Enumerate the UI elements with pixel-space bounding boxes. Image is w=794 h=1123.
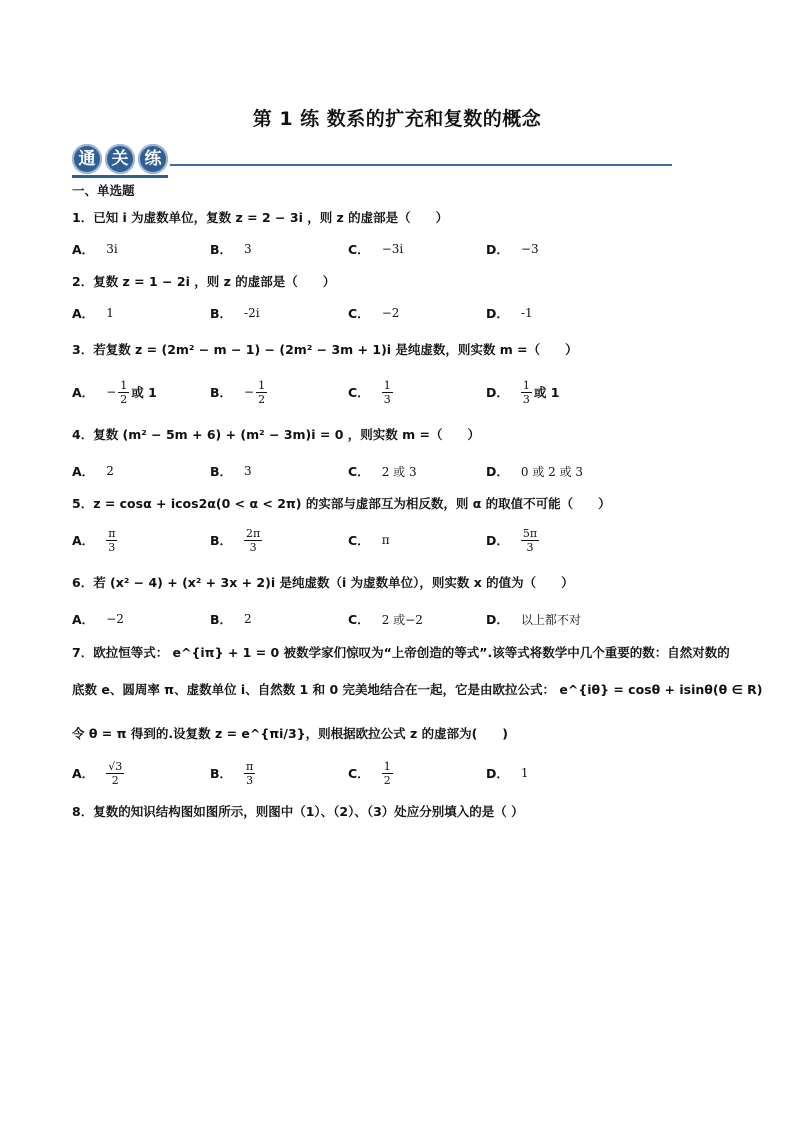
option-label: A． — [72, 533, 95, 548]
badge-underline — [72, 175, 168, 178]
option-value: −2 — [381, 306, 400, 320]
fraction-numerator: π — [246, 759, 254, 773]
header-rule — [170, 164, 672, 166]
q3-option-a — [72, 377, 157, 407]
question-5: 5．z = cosα + icos2α(0 < α < 2π) 的实部与虚部互为相反数，则 α 的取值不可能（ ） — [72, 496, 611, 511]
option-value: −3i — [381, 242, 404, 256]
fraction-denominator: 2 — [111, 773, 119, 787]
option-value: 2 或−2 — [381, 612, 423, 627]
option-value — [244, 379, 267, 406]
question-6: 6．若 (x² − 4) + (x² + 3x + 2)i 是纯虚数（i 为虚数单位），则实数 x 的值为（ ） — [72, 575, 574, 590]
q7-option-b — [210, 758, 255, 788]
option-label: C． — [348, 464, 370, 479]
fraction — [382, 760, 393, 787]
option-value: 2 — [106, 464, 114, 478]
fraction-denominator: 2 — [258, 392, 266, 406]
option-value: 2 — [244, 612, 252, 626]
q6-option-b — [210, 604, 252, 634]
badge-char-1: 通 — [72, 144, 102, 174]
fraction-numerator: 1 — [258, 378, 266, 392]
fraction-denominator: 3 — [108, 540, 116, 554]
option-value: -2i — [244, 306, 260, 320]
option-label: C． — [348, 766, 370, 781]
fraction — [244, 527, 262, 554]
option-label: A． — [72, 612, 95, 627]
fraction-denominator: 3 — [249, 540, 257, 554]
option-value: 0 或 2 或 3 — [520, 464, 584, 479]
option-value — [106, 760, 124, 787]
q2-option-b — [210, 298, 260, 328]
minus-sign: − — [244, 385, 255, 399]
option-label: B． — [210, 306, 233, 321]
q3-option-b — [210, 377, 267, 407]
option-value — [244, 527, 262, 554]
fraction-numerator: 1 — [522, 378, 530, 392]
option-value — [382, 760, 393, 787]
q2-option-c — [348, 298, 399, 328]
fraction-denominator: 2 — [383, 773, 391, 787]
option-value: 3 — [244, 464, 252, 478]
option-label: D． — [486, 385, 509, 400]
option-label: B． — [210, 385, 233, 400]
option-label: D． — [486, 306, 509, 321]
section-badge — [72, 144, 171, 174]
option-value — [521, 527, 539, 554]
option-label: A． — [72, 766, 95, 781]
q4-option-a — [72, 456, 114, 486]
q1-option-c — [348, 234, 403, 264]
q2-option-a — [72, 298, 114, 328]
q6-option-c — [348, 604, 423, 634]
question-4: 4．复数 (m² − 5m + 6) + (m² − 3m)i = 0 ，则实数 m =（ ） — [72, 427, 480, 442]
option-value: 以上都不对 — [520, 612, 581, 627]
q1-option-d — [486, 234, 539, 264]
question-7-line-3: 令 θ = π 得到的.设复数 z = e^{πi/3}，则根据欧拉公式 z 的虚部为( ) — [72, 726, 508, 741]
q5-option-c — [348, 525, 390, 555]
fraction — [521, 379, 532, 406]
fraction — [521, 527, 539, 554]
option-label: D． — [486, 612, 509, 627]
fraction-numerator: 1 — [383, 378, 391, 392]
fraction-numerator: π — [108, 526, 116, 540]
option-value — [106, 527, 117, 554]
option-value: 3 — [244, 242, 252, 256]
option-value — [106, 379, 129, 406]
option-label: C． — [348, 612, 370, 627]
fraction — [244, 760, 255, 787]
option-label: B． — [210, 612, 233, 627]
q5-option-b — [210, 525, 262, 555]
option-value — [244, 760, 255, 787]
fraction-denominator: 2 — [120, 392, 128, 406]
option-label: C． — [348, 385, 370, 400]
fraction-numerator: 1 — [383, 759, 391, 773]
q5-option-a — [72, 525, 117, 555]
option-label: C． — [348, 533, 370, 548]
option-value: π — [381, 533, 390, 547]
q7-option-d — [486, 758, 529, 788]
q7-option-a — [72, 758, 124, 788]
option-value: −2 — [106, 612, 124, 626]
q5-option-d — [486, 525, 539, 555]
q4-option-c — [348, 456, 417, 486]
minus-sign: − — [106, 385, 117, 399]
option-value — [521, 379, 532, 406]
q6-option-d — [486, 604, 581, 634]
option-suffix: 或 1 — [533, 385, 560, 400]
fraction — [106, 760, 124, 787]
q1-option-b — [210, 234, 252, 264]
option-label: B． — [210, 533, 233, 548]
fraction-denominator: 3 — [526, 540, 534, 554]
option-label: D． — [486, 533, 509, 548]
q1-option-a — [72, 234, 118, 264]
fraction-numerator: √3 — [108, 759, 123, 773]
option-label: C． — [348, 306, 370, 321]
badge-char-3: 练 — [138, 144, 168, 174]
fraction-denominator: 3 — [246, 773, 254, 787]
fraction — [256, 379, 267, 406]
q4-option-d — [486, 456, 583, 486]
q6-option-a — [72, 604, 124, 634]
fraction-denominator: 3 — [383, 392, 391, 406]
section-heading: 一、单选题 — [72, 183, 135, 198]
fraction-denominator: 3 — [522, 392, 530, 406]
fraction — [106, 527, 117, 554]
q7-option-c — [348, 758, 393, 788]
q3-option-c — [348, 377, 393, 407]
fraction-numerator: 5π — [522, 526, 538, 540]
question-8: 8．复数的知识结构图如图所示，则图中（1）、（2）、（3）处应分别填入的是（ ） — [72, 804, 524, 819]
option-label: A． — [72, 464, 95, 479]
question-1: 1．已知 i 为虚数单位，复数 z = 2 − 3i ，则 z 的虚部是（ ） — [72, 210, 449, 225]
page-title: 第 1 练 数系的扩充和复数的概念 — [252, 108, 542, 130]
option-label: B． — [210, 766, 233, 781]
option-label: D． — [486, 242, 509, 257]
option-value: -1 — [520, 306, 533, 320]
fraction-numerator: 1 — [120, 378, 128, 392]
option-value: 2 或 3 — [381, 464, 417, 479]
option-value: −3 — [520, 242, 539, 256]
option-value: 3i — [106, 242, 118, 256]
q4-option-b — [210, 456, 252, 486]
question-2: 2．复数 z = 1 − 2i ，则 z 的虚部是（ ） — [72, 274, 336, 289]
option-value — [382, 379, 393, 406]
option-label: A． — [72, 385, 95, 400]
option-label: D． — [486, 766, 509, 781]
option-suffix: 或 1 — [131, 385, 157, 400]
option-value: 1 — [520, 766, 529, 780]
fraction-numerator: 2π — [246, 526, 261, 540]
question-7-line-1: 7．欧拉恒等式： e^{iπ} + 1 = 0 被数学家们惊叹为“上帝创造的等式”.该等式将数学中几个重要的数：自然对数的 — [72, 645, 730, 660]
badge-char-2: 关 — [105, 144, 135, 174]
option-label: B． — [210, 464, 233, 479]
option-label: A． — [72, 306, 95, 321]
q3-option-d — [486, 377, 559, 407]
option-label: A． — [72, 242, 95, 257]
option-label: B． — [210, 242, 233, 257]
option-label: D． — [486, 464, 509, 479]
fraction — [118, 379, 129, 406]
fraction — [382, 379, 393, 406]
option-value: 1 — [106, 306, 114, 320]
question-3: 3．若复数 z = (2m² − m − 1) − (2m² − 3m + 1)i 是纯虚数，则实数 m =（ ） — [72, 342, 578, 357]
question-7-line-2: 底数 e、圆周率 π、虚数单位 i、自然数 1 和 0 完美地结合在一起，它是由欧拉公式： e^{iθ} = cosθ + isinθ(θ ∈ R) — [72, 682, 763, 697]
q2-option-d — [486, 298, 533, 328]
option-label: C． — [348, 242, 370, 257]
